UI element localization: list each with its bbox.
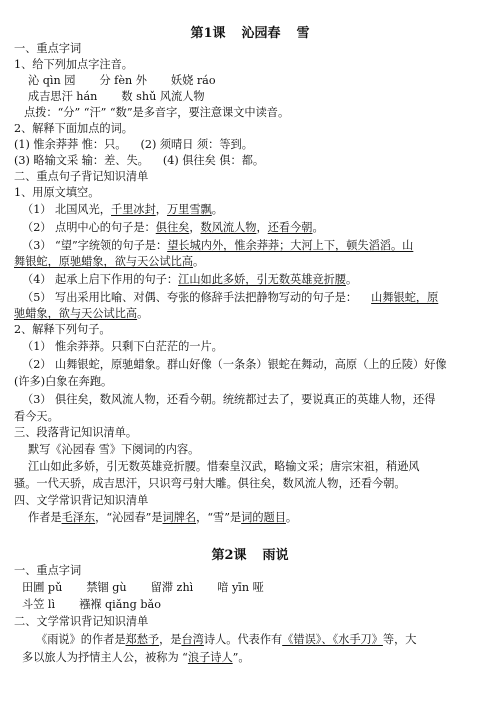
- literature-fact: [28, 510, 490, 526]
- blank-prompt: （4） 起承上启下作用的句子：: [22, 273, 179, 286]
- word-explanation-row: [14, 137, 490, 153]
- punct: 。: [211, 203, 223, 216]
- lesson1-subtitle: 雪: [296, 26, 310, 41]
- fact-answer: 词牌名: [162, 511, 197, 524]
- blank-answer: 千里冰封: [111, 203, 156, 216]
- poem-text: 骚。一代天骄，成吉思汗，只识弯弓射大雕。俱往矣，数风流人物，还看今朝。: [14, 477, 406, 490]
- pinyin-item: 成吉思汗 hán: [28, 90, 98, 103]
- word-explanation: (1) 惟余莽莽 惟：只。: [14, 138, 127, 151]
- section-heading: 一、重点字词: [14, 42, 82, 55]
- fact-text: ，“沁园春”是: [95, 511, 163, 524]
- blank-answer: 万里雪飘: [166, 203, 212, 216]
- pinyin-item: 分 fèn 外: [99, 74, 147, 87]
- fact-answer: 台湾: [181, 633, 204, 646]
- literature-fact: [36, 632, 490, 648]
- blank-answer: 数风流人物: [200, 221, 257, 234]
- blank-prompt: （2） 点明中心的句子是：: [22, 221, 156, 234]
- pinyin-item: 喑 yīn 哑: [217, 581, 264, 594]
- section-heading: 二、文学常识背记知识清单: [14, 615, 149, 628]
- question-heading: 2、解释下面加点的词。: [14, 122, 133, 135]
- blank-prompt: （5） 写出采用比喻、对偶、夸张的修辞手法把静物写动的句子是：: [22, 291, 358, 304]
- fill-blank-2: [22, 220, 490, 236]
- blank-prompt: （1） 北国风光，: [22, 203, 111, 216]
- lesson2-name: 雨说: [262, 548, 289, 563]
- lesson2-number: 第2课: [211, 548, 247, 563]
- fact-text: 《雨说》的作者是: [36, 633, 126, 646]
- question-heading: 2、解释下列句子。: [14, 323, 111, 336]
- fill-blank-4: [22, 272, 490, 288]
- fact-text: 作者是: [28, 511, 62, 524]
- pinyin-item: 襁褓 qiǎng bǎo: [79, 598, 161, 611]
- pinyin-item: 禁锢 gù: [86, 581, 127, 594]
- word-explanation-row: [14, 153, 490, 169]
- fact-text: 多以旅人为抒情主人公，被称为 “: [22, 651, 188, 664]
- pinyin-item: 妖娆 ráo: [170, 74, 216, 87]
- punct: 。: [345, 273, 358, 286]
- fact-text: 诗人。代表作有: [203, 633, 283, 646]
- pinyin-item: 沁 qìn 园: [28, 74, 76, 87]
- pinyin-row: [22, 597, 490, 613]
- sentence-explanation: （1） 惟余莽莽。只剩下白茫茫的一片。: [22, 340, 223, 353]
- blank-answer: 江山如此多娇，引无数英雄竞折腰: [178, 273, 346, 286]
- poem-text: 江山如此多娇，引无数英雄竞折腰。惜秦皇汉武，略输文采；唐宗宋祖，稍逊风: [28, 460, 420, 473]
- blank-answer: 望长城内外，惟余莽莽；大河上下，顿失滔滔。山: [167, 239, 414, 252]
- punct: 。: [285, 511, 298, 524]
- fill-blank-3-cont: [14, 254, 490, 270]
- blank-answer: 舞银蛇，原驰蜡象，欲与天公试比高: [14, 255, 194, 268]
- pinyin-item: 数 shǔ 风流人物: [121, 90, 205, 103]
- punct: 。: [137, 307, 149, 320]
- fact-answer: 浪子诗人: [187, 651, 233, 664]
- punct: ”。: [232, 651, 250, 664]
- sentence-explanation-cont: (许多)白象在奔跑。: [14, 375, 113, 388]
- literature-fact-cont: [22, 650, 490, 666]
- fill-blank-5-cont: [14, 306, 490, 322]
- fact-answer: 郑愁予: [125, 633, 160, 646]
- section-heading: 一、重点字词: [14, 564, 82, 577]
- section-heading: 四、文学常识背记知识清单: [14, 494, 149, 507]
- punct: 。: [312, 221, 324, 234]
- punct: ，: [189, 221, 201, 234]
- word-explanation: (3) 略输文采 输：差、失。: [14, 154, 149, 167]
- pinyin-item: 留滞 zhì: [150, 581, 194, 594]
- blank-answer: 驰蜡象，欲与天公试比高: [14, 307, 138, 320]
- blank-answer: 还看今朝: [267, 221, 313, 234]
- word-explanation: (2) 须晴日 须：等到。: [140, 138, 253, 151]
- section-heading: 二、重点句子背记知识清单: [14, 170, 149, 183]
- sentence-explanation-cont: 看今天。: [14, 410, 59, 423]
- fact-text: 等，大: [382, 633, 417, 646]
- pinyin-item: 田圃 pǔ: [22, 581, 63, 594]
- punct: 。: [193, 255, 205, 268]
- sentence-explanation: （2） 山舞银蛇，原驰蜡象。群山好像（一条条）银蛇在舞动，高原（上的丘陵）好像: [22, 358, 447, 371]
- punct: ，: [155, 203, 167, 216]
- pinyin-row: [28, 73, 490, 89]
- lesson2-title: [0, 544, 500, 563]
- section-heading: 三、段落背记知识清单。: [14, 426, 138, 439]
- blank-answer: 俱往矣: [155, 221, 190, 234]
- fact-answer: 《错误》、《水手刀》: [282, 633, 383, 646]
- pinyin-row: [22, 580, 490, 596]
- question-heading: 默写《沁园春 雪》下阕词的内容。: [28, 443, 200, 456]
- lesson1-number: 第1课: [190, 26, 226, 41]
- question-heading: 1、给下列加点字注音。: [14, 58, 133, 71]
- fill-blank-3: [22, 238, 490, 254]
- fact-answer: 毛泽东: [61, 511, 96, 524]
- pinyin-row: [28, 89, 490, 105]
- fact-text: ，是: [159, 633, 182, 646]
- fill-blank-1: [22, 202, 490, 218]
- sentence-explanation: （3） 俱往矣，数风流人物，还看今朝。统统都过去了，要说真正的英雄人物，还得: [22, 393, 436, 406]
- pinyin-item: 斗笠 lì: [22, 598, 56, 611]
- tip-text: 点拨：“分” “汗” “数”是多音字，要注意课文中读音。: [24, 106, 290, 119]
- punct: ，: [256, 221, 268, 234]
- blank-prompt: （3） “望”字统领的句子是：: [22, 239, 168, 252]
- question-heading: 1、用原文填空。: [14, 186, 100, 199]
- lesson1-title: [0, 22, 500, 41]
- fill-blank-5: [22, 290, 490, 306]
- fact-answer: 词的题目: [241, 511, 286, 524]
- word-explanation: (4) 俱往矣 俱：都。: [162, 154, 265, 167]
- lesson1-name: 沁园春: [241, 26, 281, 41]
- blank-answer: 山舞银蛇，原: [371, 291, 439, 304]
- fact-text: ，“雪”是: [196, 511, 242, 524]
